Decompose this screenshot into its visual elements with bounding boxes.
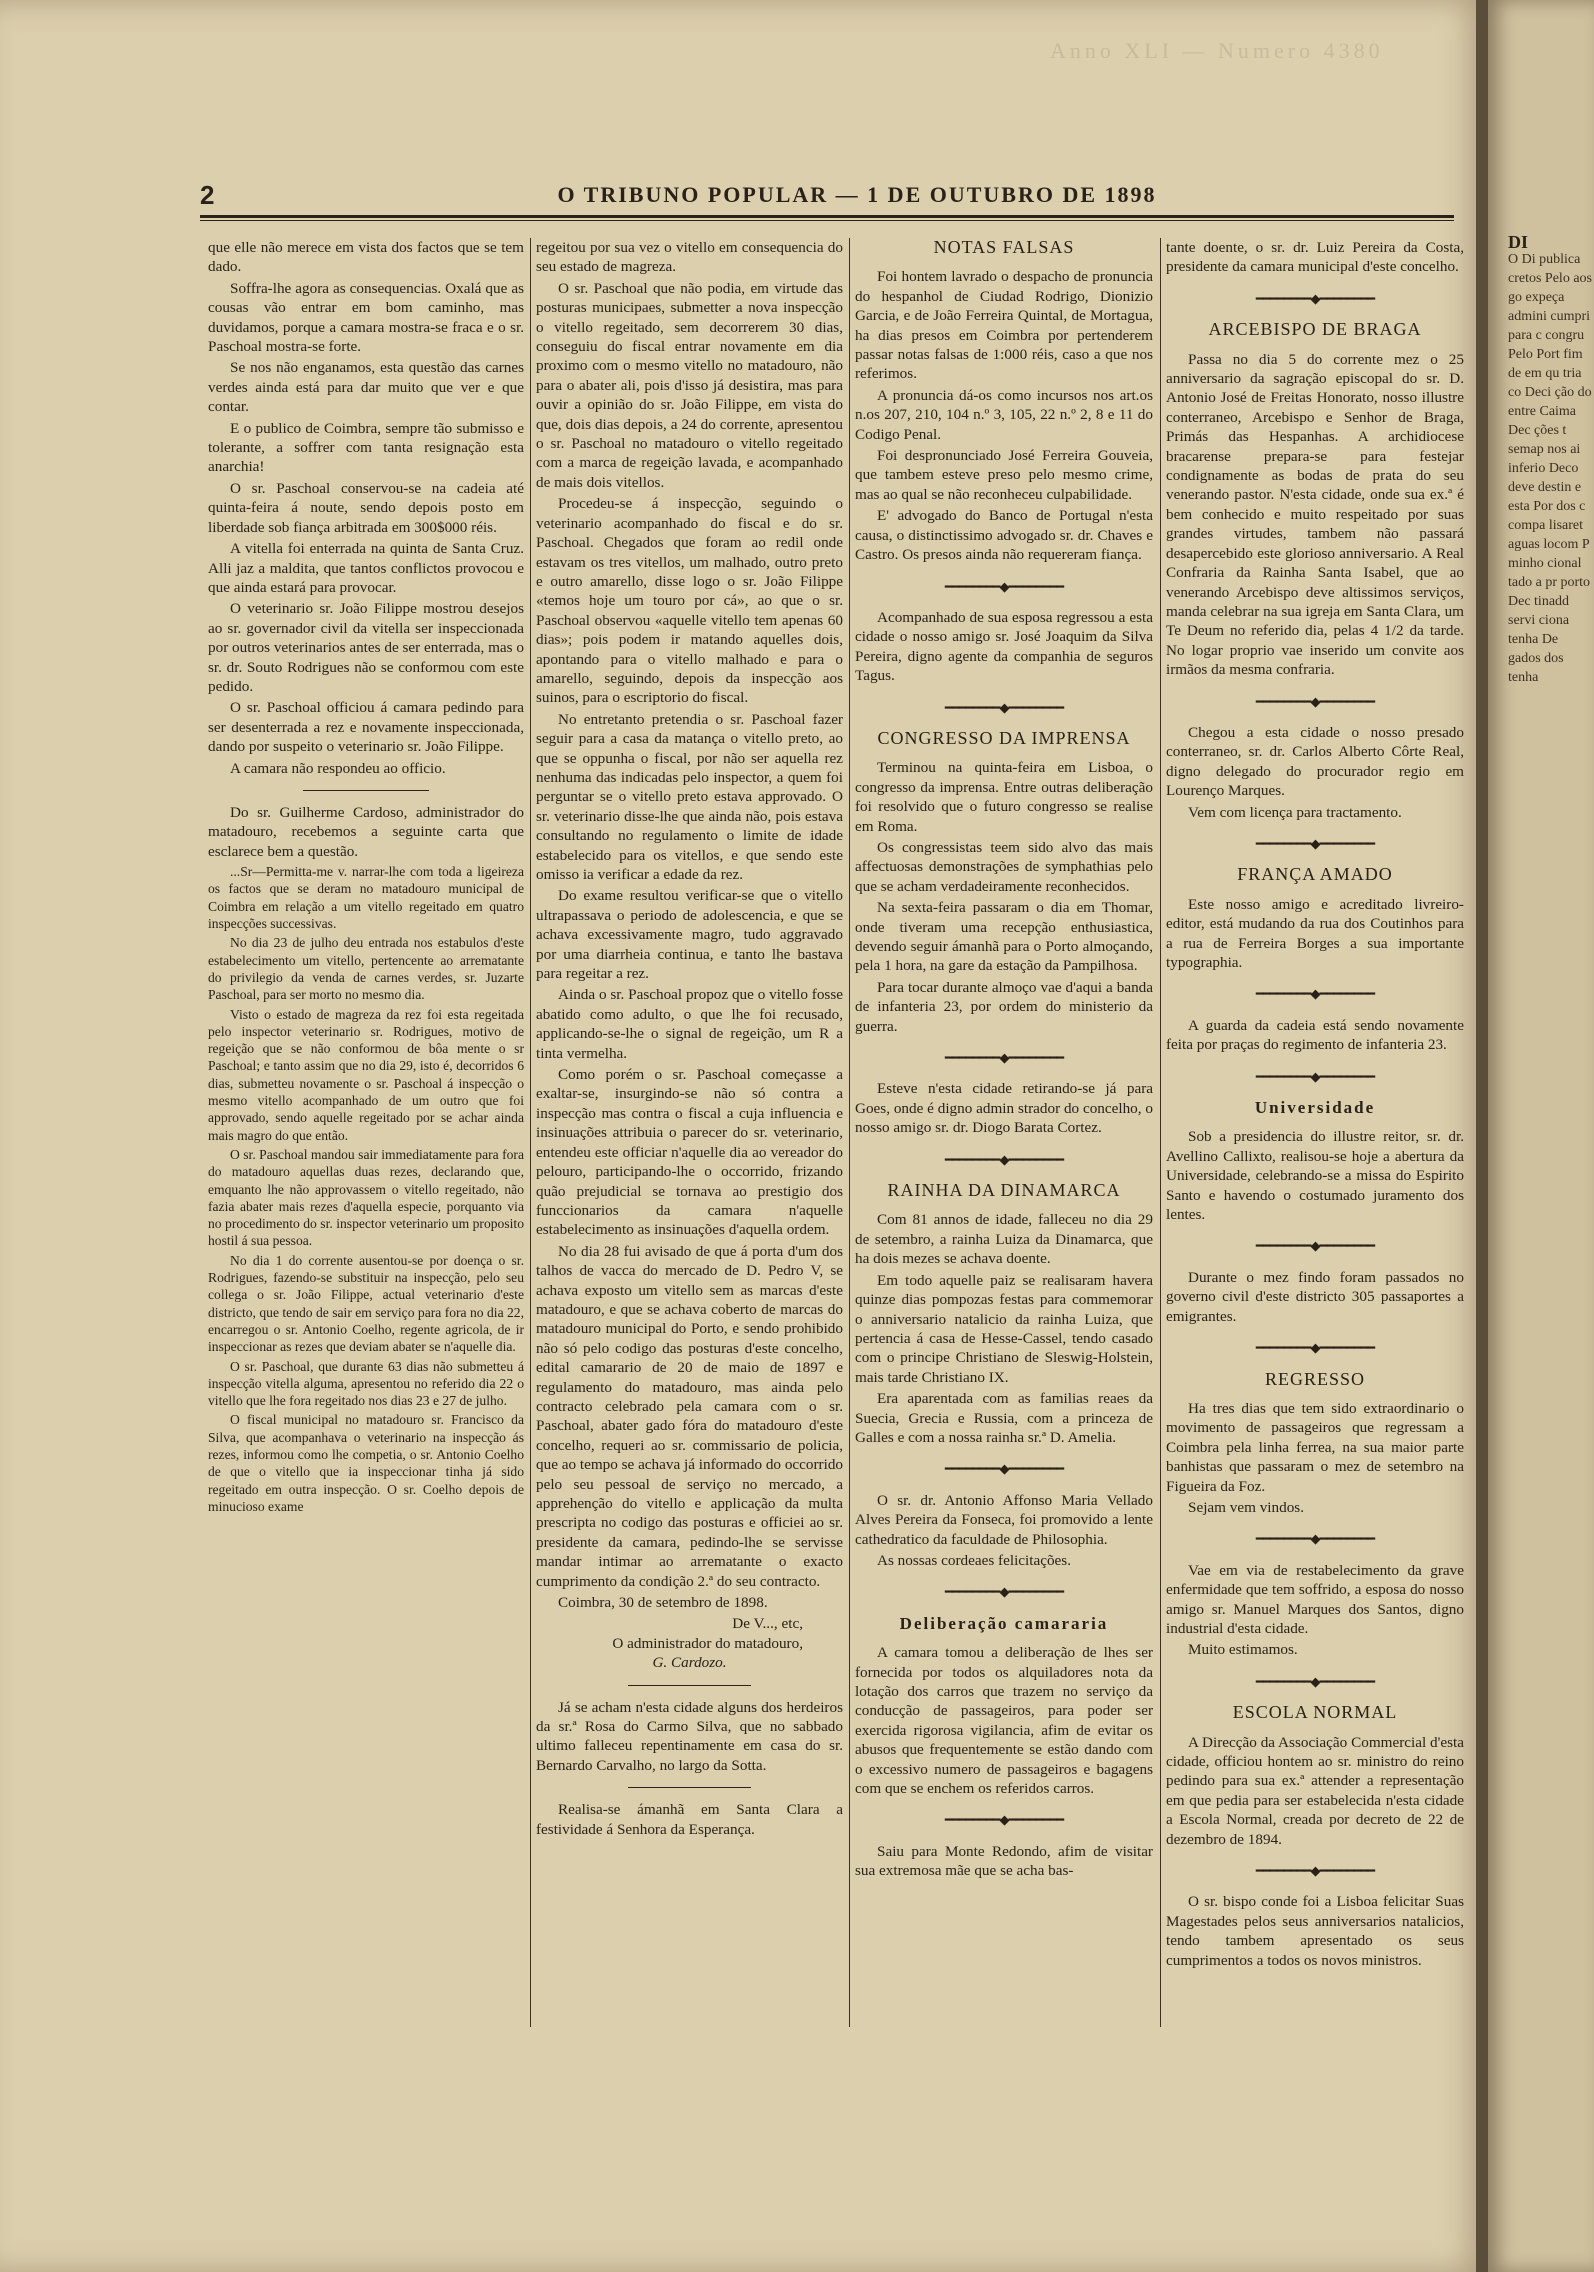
paragraph: E o publico de Coimbra, sempre tão submisso e tolerante, a soffrer com tanta resignação esta anarchia!	[208, 419, 524, 476]
paragraph: No entretanto pretendia o sr. Paschoal fazer seguir para a casa da matança o vitello preto, ao que se oppunha o fiscal, por não ser aquella rez nenhuma das indicadas pelo inspector, a quem foi perguntar se o vitello preto estava approvado. O sr. veterinario disse-lhe que ainda não, pois estava consultando no regulamento o limite de idade estabelecido para os vitellos, e que sendo este omisso ia verificar a edade da rez.	[536, 710, 843, 883]
paragraph: Acompanhado de sua esposa regressou a esta cidade o nosso amigo sr. José Joaquim da Silva Pereira, digno agente da companhia de seguros Tagus.	[855, 608, 1153, 685]
paragraph: Saiu para Monte Redondo, afim de visitar sua extremosa mãe que se acha bas-	[855, 1842, 1153, 1880]
adjacent-page-text: O Di publica cretos Pelo aos go expeça admini cumpri para c congru Pelo Port fim de em qu tria co Deci ção do entre Caima Dec ções t semap nos ai inferio Deco deve destin e esta Por dos c compa lisaret aguas locom P minho cional tado a pr porto Dec tinadd servi ciona tenha De gados dos tenha	[1508, 252, 1592, 685]
ornament-divider	[1166, 1529, 1464, 1548]
column-3	[855, 238, 1153, 2027]
column-4	[1166, 238, 1464, 2027]
ornament-divider	[1166, 834, 1464, 853]
section-heading: ARCEBISPO DE BRAGA	[1208, 319, 1422, 340]
paragraph: A guarda da cadeia está sendo novamente feita por praças do regimento de infanteria 23.	[1166, 1016, 1464, 1054]
paragraph: O fiscal municipal no matadouro sr. Francisco da Silva, que acompanhava o veterinario na inspecção ás rezes, informou como lhe competia, o sr. Antonio Coelho de que o vitello que ia inspeccionar tinha já sido regeitado em outra inspecção. O sr. Coelho depois de minucioso exame	[208, 1412, 524, 1514]
paragraph: Foi despronunciado José Ferreira Gouveia, que tambem esteve preso pelo mesmo crime, mas ao qual se não reconheceu culpabilidade.	[855, 447, 1153, 503]
paragraph: Como porém o sr. Paschoal começasse a exaltar-se, insurgindo-se não só contra a inspecção mas contra o fiscal a cuja influencia e insinuações attribuia o parecer do sr. veterinario, entendeu este officiar n'aquelle dia ao vereador do pelouro, participando-lhe o occorrido, frizando quão prejudicial se tornava ao prestigio dos funccionarios da camara n'aquelle estabelecimento as insinuações d'aquella ordem.	[536, 1066, 843, 1239]
section-heading: FRANÇA AMADO	[1237, 864, 1393, 885]
paragraph: Vae em via de restabelecimento da grave enfermidade que tem soffrido, a esposa do nosso amigo sr. Manuel Marques dos Santos, digno industrial d'esta cidade.	[1166, 1561, 1464, 1637]
paragraph: O sr. Paschoal, que durante 63 dias não submetteu á inspecção vitella alguma, apresentou no referido dia 22 o vitello que lhe fora regeitado nos dias 23 e 27 de julho.	[208, 1358, 524, 1409]
paragraph: Procedeu-se á inspecção, seguindo o veterinario acompanhado do fiscal e do sr. Paschoal. Chegados que foram ao redil onde estavam os tres vitellos, um malhado, outro preto e outro amarello, disse logo o sr. João Filippe «temos hoje um touro por cá», ao que o sr. Paschoal observou «aquelle vitello tem apenas 60 dias»; pois podem ir matando aquelles dois, apontando para o vitello malhado e para o amarello, seguindo, depois da inspecção aos suinos, para o escriptorio do fiscal.	[536, 495, 843, 707]
column-divider	[530, 238, 531, 2027]
paragraph: O sr. Paschoal mandou sair immediatamente para fora do matadouro aquellas duas rezes, declarando que, emquanto lhe não approvassem o vitello regeitado, não fazia abater mais rezes d'aquella especie, porquanto via no procedimento do sr. inspector veterinario um proposito hostil á sua pessoa.	[208, 1146, 524, 1249]
ornament-divider	[1166, 984, 1464, 1003]
column-divider	[1160, 238, 1161, 2027]
header-rule-thin	[200, 220, 1454, 221]
ornament-divider	[855, 1048, 1153, 1067]
column-1	[208, 238, 524, 2027]
dateline: Coimbra, 30 de setembro de 1898.	[558, 1594, 768, 1612]
paragraph: Sob a presidencia do illustre reitor, sr. dr. Avellino Callixto, realisou-se hoje a abertura da Universidade, celebrando-se a missa do Espirito Santo e havendo o costumado juramento dos lentes.	[1166, 1128, 1464, 1224]
ornament-divider	[855, 577, 1153, 596]
separator	[628, 1787, 751, 1788]
paragraph: A camara não respondeu ao officio.	[230, 759, 446, 777]
paragraph: Já se acham n'esta cidade alguns dos herdeiros da sr.ª Rosa do Carmo Silva, que no sabbado ultimo falleceu repentinamente em casa do sr. Bernardo Carvalho, no largo da Sotta.	[536, 1698, 843, 1774]
ornament-divider	[855, 1582, 1153, 1601]
paragraph: Soffra-lhe agora as consequencias. Oxalá que as cousas vão entrar em bom caminho, mas duvidamos, porque a camara mostra-se fraca e o sr. Paschoal mostra-se forte.	[208, 279, 524, 356]
ornament-divider	[855, 1150, 1153, 1169]
paragraph: No dia 1 do corrente ausentou-se por doença o sr. Rodrigues, fazendo-se substituir na inspecção, pelo seu collega o sr. João Filippe, actual veterinario d'este districto, que tendo de sair em serviço para fora no dia 22, encarregou o sr. Antonio Coelho, regente agricola, de ir inspeccionar as rezes que deviam abater se n'aquelle dia.	[208, 1252, 524, 1355]
paragraph: Esteve n'esta cidade retirando-se já para Goes, onde é digno admin strador do concelho, o nosso amigo sr. dr. Diogo Barata Cortez.	[855, 1080, 1153, 1137]
section-heading: RAINHA DA DINAMARCA	[887, 1180, 1121, 1201]
separator	[628, 1685, 751, 1686]
paragraph: O veterinario sr. João Filippe mostrou desejos ao sr. governador civil da vitella ser inspeccionada por outros veterinarios antes de ser enterrada, mas o sr. dr. Souto Rodrigues não se conformou com este pedido.	[208, 600, 524, 695]
paragraph: Visto o estado de magreza da rez foi esta regeitada pelo inspector veterinario sr. Rodrigues, motivo de regeição que se não conformou de bôa mente o sr Paschoal; e tanto assim que no dia 29, isto é, decorridos 6 dias, submetteu novamente o sr. Paschoal á inspecção o mesmo vitello acompanhado de um outro que foi approvado, sendo aquelle regeitado por se achar ainda mais magro do que então.	[208, 1006, 524, 1143]
adjacent-page-heading: DI	[1508, 232, 1529, 252]
section-heading: NOTAS FALSAS	[933, 238, 1075, 257]
paragraph: Este nosso amigo e acreditado livreiro-editor, está mudando da rua dos Coutinhos para a rua de Ferreira Borges a sua importante typographia.	[1166, 895, 1464, 971]
paragraph: que elle não merece em vista dos factos que se tem dado.	[208, 239, 524, 276]
column-2	[536, 238, 843, 2027]
paragraph: Do sr. Guilherme Cardoso, administrador do matadouro, recebemos a seguinte carta que esclarece bem a questão.	[208, 803, 524, 860]
masthead: O TRIBUNO POPULAR — 1 DE OUTUBRO DE 1898	[557, 182, 1157, 207]
ornament-divider	[1166, 1338, 1464, 1357]
paragraph: Se nos não enganamos, esta questão das carnes verdes ainda está para dar muito que ver e que contar.	[208, 359, 524, 416]
paragraph: A pronuncia dá-os como incursos nos art.os n.os 207, 210, 104 n.º 3, 105, 22 n.º 2, 8 e 11 do Codigo Penal.	[855, 386, 1153, 443]
ornament-divider	[1166, 1672, 1464, 1691]
paragraph: Era aparentada com as familias reaes da Suecia, Grecia e Russia, com a princeza de Galles e com a nossa rainha sr.ª D. Amelia.	[855, 1390, 1153, 1446]
ornament-divider	[1166, 289, 1464, 308]
section-heading: Deliberação camararia	[899, 1613, 1109, 1633]
ornament-divider	[1166, 1861, 1464, 1880]
paragraph: Ainda o sr. Paschoal propoz que o vitello fosse abatido como adulto, o que lhe foi recusado, applicando-se-lhe o signal de regeição, um R a tinta vermelha.	[536, 986, 843, 1062]
paragraph: Muito estimamos.	[1188, 1641, 1298, 1659]
letter-body	[208, 863, 524, 1515]
paragraph: Passa no dia 5 do corrente mez o 25 anniversario da sagração episcopal do sr. D. Antonio José de Freitas Honorato, nosso illustre conterraneo, Arcebispo e Senhor de Braga, Primás das Hespanhas. A archidiocese bracarense prepara-se para festejar condignamente as bodas de prata do seu venerando pastor. N'esta cidade, onde sua ex.ª é bem conhecido e muito respeitado por suas grandes virtudes, tambem não passará desapercebido este glorioso anniversario. A Real Confraria da Rainha Santa Isabel, que ao venerando Arcebispo deve altissimos serviços, manda celebrar na sua igreja em Santa Clara, um Te Deum no referido dia, pelas 4 1/2 da tarde. No logar proprio vae inserido um convite aos irmãos da mesma confraria.	[1166, 350, 1464, 679]
paragraph: Para tocar durante almoço vae d'aqui a banda de infanteria 23, por ordem do ministerio da guerra.	[855, 978, 1153, 1035]
paragraph: Na sexta-feira passaram o dia em Thomar, onde tiveram uma recepção enthusiastica, devendo seguir ámanhã para o Porto almoçando, pela 1 hora, na gare da estação da Pampilhosa.	[855, 899, 1153, 975]
page-header	[200, 178, 1454, 212]
ornament-divider	[855, 698, 1153, 717]
paragraph: O sr. Paschoal que não podia, em virtude das posturas municipaes, submetter a nova inspecção o vitello regeitado, sem decorrerem 30 dias, conseguiu do fiscal entrar novamente em dia proximo com o mesmo vitello no matadouro, não para o abater ali, pois d'isso já desistira, mas para ouvir a opinião do sr. João Filippe, em vista do que, dois dias depois, a 24 do corrente, apresentou o sr. Paschoal no matadouro o vitello regeitado com a marca de regeição lavada, e acompanhado de mais dois vitellos.	[536, 279, 843, 491]
paragraph: O sr. dr. Antonio Affonso Maria Vellado Alves Pereira da Fonseca, foi promovido a lente cathedratico da faculdade de Philosophia.	[855, 1491, 1153, 1548]
paragraph: Chegou a esta cidade o nosso presado conterraneo, sr. dr. Carlos Alberto Côrte Real, digno delegado do procurador regio em Lourenço Marques.	[1166, 723, 1464, 800]
paragraph: Do exame resultou verificar-se que o vitello ultrapassava o periodo de adolescencia, e que se achava excessivamente magro, tudo aggravado por uma diarrheia continua, e tanto lhe bastava para regeitar a rez.	[536, 887, 843, 983]
ornament-divider	[1166, 692, 1464, 711]
paragraph: O sr. bispo conde foi a Lisboa felicitar Suas Magestades pelos seus anniversarios natalicios, tendo tambem apresentado os seus cumprimentos a todos os novos ministros.	[1166, 1893, 1464, 1969]
signature-greeting: De V..., etc,	[732, 1615, 803, 1633]
header-rule	[200, 215, 1454, 218]
page-number: 2	[200, 179, 215, 210]
separator	[303, 790, 429, 791]
column-divider	[849, 238, 850, 2027]
paragraph: regeitou por sua vez o vitello em consequencia do seu estado de magreza.	[536, 239, 843, 276]
bleed-through-text: Anno XLI — Numero 4380	[1050, 38, 1384, 63]
ornament-divider	[855, 1459, 1153, 1478]
section-heading: Universidade	[1254, 1098, 1376, 1118]
ornament-divider	[1166, 1236, 1464, 1255]
section-heading: CONGRESSO DA IMPRENSA	[877, 727, 1131, 748]
paragraph: A vitella foi enterrada na quinta de Santa Cruz. Alli jaz a maldita, que tantos conflictos provocou e que ainda estará para provocar.	[208, 540, 524, 596]
paragraph: No dia 23 de julho deu entrada nos estabulos d'este estabelecimento um vitello, pertencente ao arrematante do privilegio da venda de carnes verdes, sr. Juzarte Paschoal, para ser morto no mesmo dia.	[208, 935, 524, 1003]
paragraph: E' advogado do Banco de Portugal n'esta causa, o distinctissimo advogado sr. dr. Chaves e Castro. Os presos ainda não requereram fiança.	[855, 507, 1153, 564]
adjacent-page	[1488, 0, 1594, 2272]
signature-title: O administrador do matadouro,	[612, 1634, 803, 1652]
paragraph: As nossas cordeaes felicitações.	[877, 1551, 1071, 1569]
paragraph: Vem com licença para tractamento.	[1188, 803, 1402, 821]
paragraph: tante doente, o sr. dr. Luiz Pereira da Costa, presidente da camara municipal d'este concelho.	[1166, 239, 1464, 276]
paragraph: Durante o mez findo foram passados no governo civil d'este districto 305 passaportes a emigrantes.	[1166, 1268, 1464, 1325]
ornament-divider	[1166, 1067, 1464, 1086]
paragraph: Sejam vem vindos.	[1188, 1498, 1305, 1516]
paragraph: ...Sr—Permitta-me v. narrar-lhe com toda a ligeireza os factos que se deram no matadouro municipal de Coimbra em relação a um vitello regeitado em quatro inspecções successivas.	[208, 864, 524, 932]
section-heading: ESCOLA NORMAL	[1232, 1702, 1398, 1723]
ornament-divider	[855, 1810, 1153, 1829]
paragraph: A camara tomou a deliberação de lhes ser fornecida por todos os alquiladores nota da lotação dos carros que trazem no serviço da conducção de passageiros, para poder ser exercida rigorosa vigilancia, afim de evitar os abusos que frequentemente se estão dando com o excessivo numero de passageiros e bagagens com que se enchem os referidos carros.	[855, 1644, 1153, 1798]
paragraph: O sr. Paschoal conservou-se na cadeia até quinta-feira á noute, sendo depois posto em liberdade sob fiança arbitrada em 300$000 réis.	[208, 479, 524, 536]
paragraph: Os congressistas teem sido alvo das mais affectuosas demonstrações de symphathias pelo que se acham verdadeiramente reconhecidos.	[855, 838, 1153, 895]
paragraph: Com 81 annos de idade, falleceu no dia 29 de setembro, a rainha Luiza da Dinamarca, que ha dois mezes se achava doente.	[855, 1211, 1153, 1268]
section-heading: REGRESSO	[1264, 1368, 1366, 1389]
paragraph: Foi hontem lavrado o despacho de pronuncia do hespanhol de Ciudad Rodrigo, Dionizio Garcia, e de João Ferreira Quintal, de Mortagua, ha dias presos em Coimbra por pertenderem passar notas falsas de 1:000 réis, caso a que nos referimos.	[855, 268, 1153, 383]
paragraph: Realisa-se ámanhã em Santa Clara a festividade á Senhora da Esperança.	[536, 1801, 843, 1838]
paragraph: O sr. Paschoal officiou á camara pedindo para ser desenterrada a rez e novamente inspeccionada, dando por suspeito o veterinario sr. João Filippe.	[208, 699, 524, 756]
paragraph: A Direcção da Associação Commercial d'esta cidade, officiou hontem ao sr. ministro do reino pedindo para sua ex.ª attender a representação em que pedia para ser estabelecida n'esta cidade a Escola Normal, creada por decreto de 22 de dezembro de 1894.	[1166, 1733, 1464, 1848]
signature-name: G. Cardozo.	[652, 1654, 727, 1672]
paragraph: Ha tres dias que tem sido extraordinario o movimento de passageiros que regressam a Coimbra pela linha ferrea, na sua maior parte banhistas que passaram o mez de setembro na Figueira da Foz.	[1166, 1399, 1464, 1495]
paragraph: Terminou na quinta-feira em Lisboa, o congresso da imprensa. Entre outras deliberação foi resolvido que o futuro congresso se realise em Roma.	[855, 759, 1153, 835]
paragraph: No dia 28 fui avisado de que á porta d'um dos talhos de vacca do mercado de D. Pedro V, se achava exposto um vitello sem as marcas d'este matadouro, e que se achava coberto de marcas do matadouro municipal do Porto, e sendo prohibido não só pelo codigo das posturas d'este concelho, edital camarario de 20 de maio de 1897 e regulamento do matadouro, mas ainda pelo contracto celebrado pela camara com o sr. Paschoal, abater gado fóra do matadouro d'este concelho, requeri ao sr. commissario de policia, que ao tempo se achava já informado do occorrido pelo seu pessoal de serviço no mercado, a apprehenção do vitello e applicação da multa prescripta no codigo das posturas e officiei ao sr. presidente da camara, pedindo-lhe se servisse mandar intimar ao arrematante o exacto cumprimento da condição 2.ª do seu contracto.	[536, 1242, 843, 1590]
paragraph: Em todo aquelle paiz se realisaram havera quinze dias pompozas festas para commemorar o anniversario natalicio da rainha Luiza, que pertencia á casa de Hesse-Cassel, tendo casado com o principe Christiano de Sleswig-Holstein, mais tarde Christiano IX.	[855, 1271, 1153, 1386]
